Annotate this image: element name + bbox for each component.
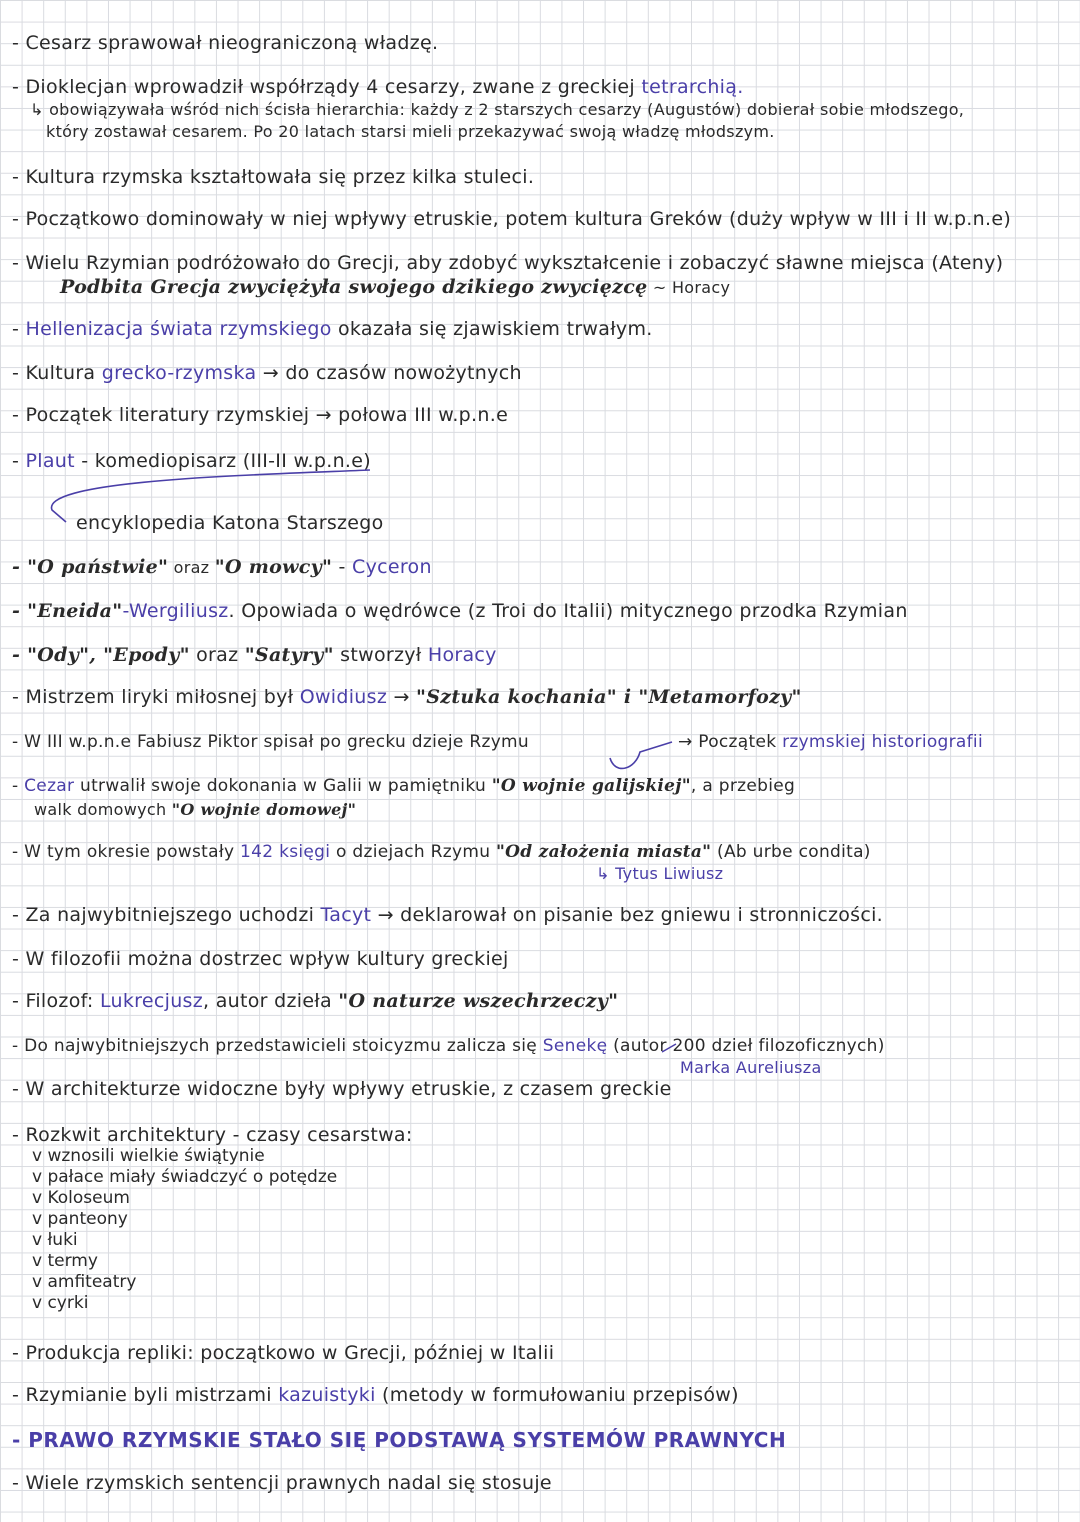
note-text: - komediopisarz (III-II w.p.n.e): [74, 450, 371, 472]
curved-arrow: [52, 470, 370, 522]
note-text: -: [12, 318, 26, 340]
highlight-term: 142 księgi: [240, 842, 331, 862]
note-line: - W filozofii można dostrzec wpływ kultury greckiej: [12, 948, 509, 970]
note-text: - W III w.p.n.e Fabiusz Piktor spisał po grecku dzieje Rzymu: [12, 732, 529, 752]
note-text: (autor 200 dzieł filozoficznych): [607, 1036, 885, 1056]
note-text: → Początek: [678, 732, 783, 752]
quote-text: - "Ody", "Epody": [12, 644, 190, 666]
list-item: v wznosili wielkie świątynie: [32, 1146, 265, 1166]
note-line: - Wiele rzymskich sentencji prawnych nadal się stosuje: [12, 1472, 552, 1494]
note-text: walk domowych: [34, 800, 172, 819]
note-text: - Do najwybitniejszych przedstawicieli stoicyzmu zalicza się: [12, 1036, 543, 1056]
highlight-term: Cezar: [24, 776, 75, 796]
highlight-term: Hellenizacja świata rzymskiego: [25, 318, 332, 340]
note-text: →: [387, 686, 417, 708]
note-text: - Mistrzem liryki miłosnej był: [12, 686, 300, 708]
note-line: - Początkowo dominowały w niej wpływy etruskie, potem kultura Greków (duży wpływ w III i II w.p.n.e): [12, 208, 1012, 230]
note-line: - W architekturze widoczne były wpływy etruskie, z czasem greckie: [12, 1078, 672, 1100]
highlight-term: Tacyt: [320, 904, 372, 926]
note-text: , autor dzieła: [203, 990, 339, 1012]
note-text: oraz: [168, 558, 215, 577]
highlight-term: rzymskiej historiografii: [782, 732, 983, 752]
note-text: (metody w formułowaniu przepisów): [375, 1384, 739, 1406]
list-item: v panteony: [32, 1209, 128, 1229]
highlight-term: Senekę: [542, 1036, 608, 1056]
list-item: v cyrki: [32, 1293, 89, 1313]
note-text: → do czasów nowożytnych: [256, 362, 522, 384]
note-text: (Ab urbe condita): [711, 842, 871, 862]
quote-text: - "O państwie": [12, 556, 169, 578]
note-text: oraz: [189, 644, 245, 666]
list-item: v termy: [32, 1251, 98, 1271]
quote-text: "O mowcy": [214, 556, 333, 578]
note-text: - W tym okresie powstały: [12, 842, 241, 862]
note-text: → deklarował on pisanie bez gniewu i stronniczości.: [371, 904, 884, 926]
highlight-term: -Wergiliusz: [122, 600, 229, 622]
quote-text: "Od założenia miasta": [496, 842, 712, 862]
note-text: utrwalił swoje dokonania w Galii w pamiętniku: [74, 776, 492, 796]
note-line: - Początek literatury rzymskiej → połowa III w.p.n.e: [12, 404, 509, 426]
note-text: o dziejach Rzymu: [330, 842, 497, 862]
list-item: v pałace miały świadczyć o potędze: [32, 1167, 338, 1187]
curved-arrow: [610, 742, 672, 768]
quote-text: "Satyry": [244, 644, 334, 666]
note-text: . Opowiada o wędrówce (z Troi do Italii) mitycznego przodka Rzymian: [228, 600, 908, 622]
quote-text: - "Eneida": [12, 600, 123, 622]
note-line: - Wielu Rzymian podróżowało do Grecji, aby zdobyć wykształcenie i zobaczyć sławne miejsca (Ateny): [12, 252, 1004, 274]
note-text: - Rzymianie byli mistrzami: [12, 1384, 279, 1406]
note-text: -: [332, 556, 353, 578]
quote-text: "Sztuka kochania" i "Metamorfozy": [416, 686, 802, 708]
note-line: - Cesarz sprawował nieograniczoną władzę.: [12, 32, 439, 54]
highlight-term: grecko-rzymska: [101, 362, 257, 384]
note-text: okazała się zjawiskiem trwałym.: [331, 318, 653, 340]
note-line: Marka Aureliusza: [680, 1058, 822, 1077]
note-text: - Kultura: [12, 362, 102, 384]
quote-text: "O wojnie domowej": [171, 800, 357, 819]
quote-text: "O wojnie galijskiej": [491, 776, 691, 796]
note-line: ↳ obowiązywała wśród nich ścisła hierarchia: każdy z 2 starszych cesarzy (Augustów) dobierał sobie młodszego,: [30, 100, 965, 119]
note-text: stworzył: [333, 644, 428, 666]
quote-text: Podbita Grecja zwyciężyła swojego dzikiego zwycięzcę: [60, 276, 648, 298]
note-text: -: [12, 776, 25, 796]
highlight-term: Horacy: [427, 644, 497, 666]
note-text: , a przebieg: [690, 776, 796, 796]
note-text: - Filozof:: [12, 990, 100, 1012]
note-text: - Za najwybitniejszego uchodzi: [12, 904, 321, 926]
note-line: - Kultura rzymska kształtowała się przez kilka stuleci.: [12, 166, 535, 188]
highlight-term: kazuistyki: [278, 1384, 376, 1406]
curved-arrow: [662, 1044, 676, 1052]
note-text: -: [12, 450, 26, 472]
note-line: który zostawał cesarem. Po 20 latach starsi mieli przekazywać swoją władzę młodszym.: [46, 122, 775, 141]
note-line: ↳ Tytus Liwiusz: [596, 864, 724, 883]
note-line: encyklopedia Katona Starszego: [76, 512, 384, 534]
note-line-emphasis: - PRAWO RZYMSKIE STAŁO SIĘ PODSTAWĄ SYSTEMÓW PRAWNYCH: [12, 1428, 787, 1452]
list-item: v łuki: [32, 1230, 78, 1250]
highlight-term: tetrarchią.: [641, 76, 744, 98]
highlight-term: Cyceron: [352, 556, 432, 578]
highlight-term: Plaut: [25, 450, 75, 472]
highlight-term: Owidiusz: [299, 686, 388, 708]
list-item: v amfiteatry: [32, 1272, 137, 1292]
quote-text: "O naturze wszechrzeczy": [338, 990, 619, 1012]
note-line: - Produkcja repliki: początkowo w Grecji, później w Italii: [12, 1342, 555, 1364]
note-line: - Rozkwit architektury - czasy cesarstwa:: [12, 1124, 413, 1146]
highlight-term: Lukrecjusz: [99, 990, 204, 1012]
note-text: - Dioklecjan wprowadził współrządy 4 cesarzy, zwane z greckiej: [12, 76, 642, 98]
list-item: v Koloseum: [32, 1188, 130, 1208]
note-text: ~ Horacy: [647, 278, 731, 297]
